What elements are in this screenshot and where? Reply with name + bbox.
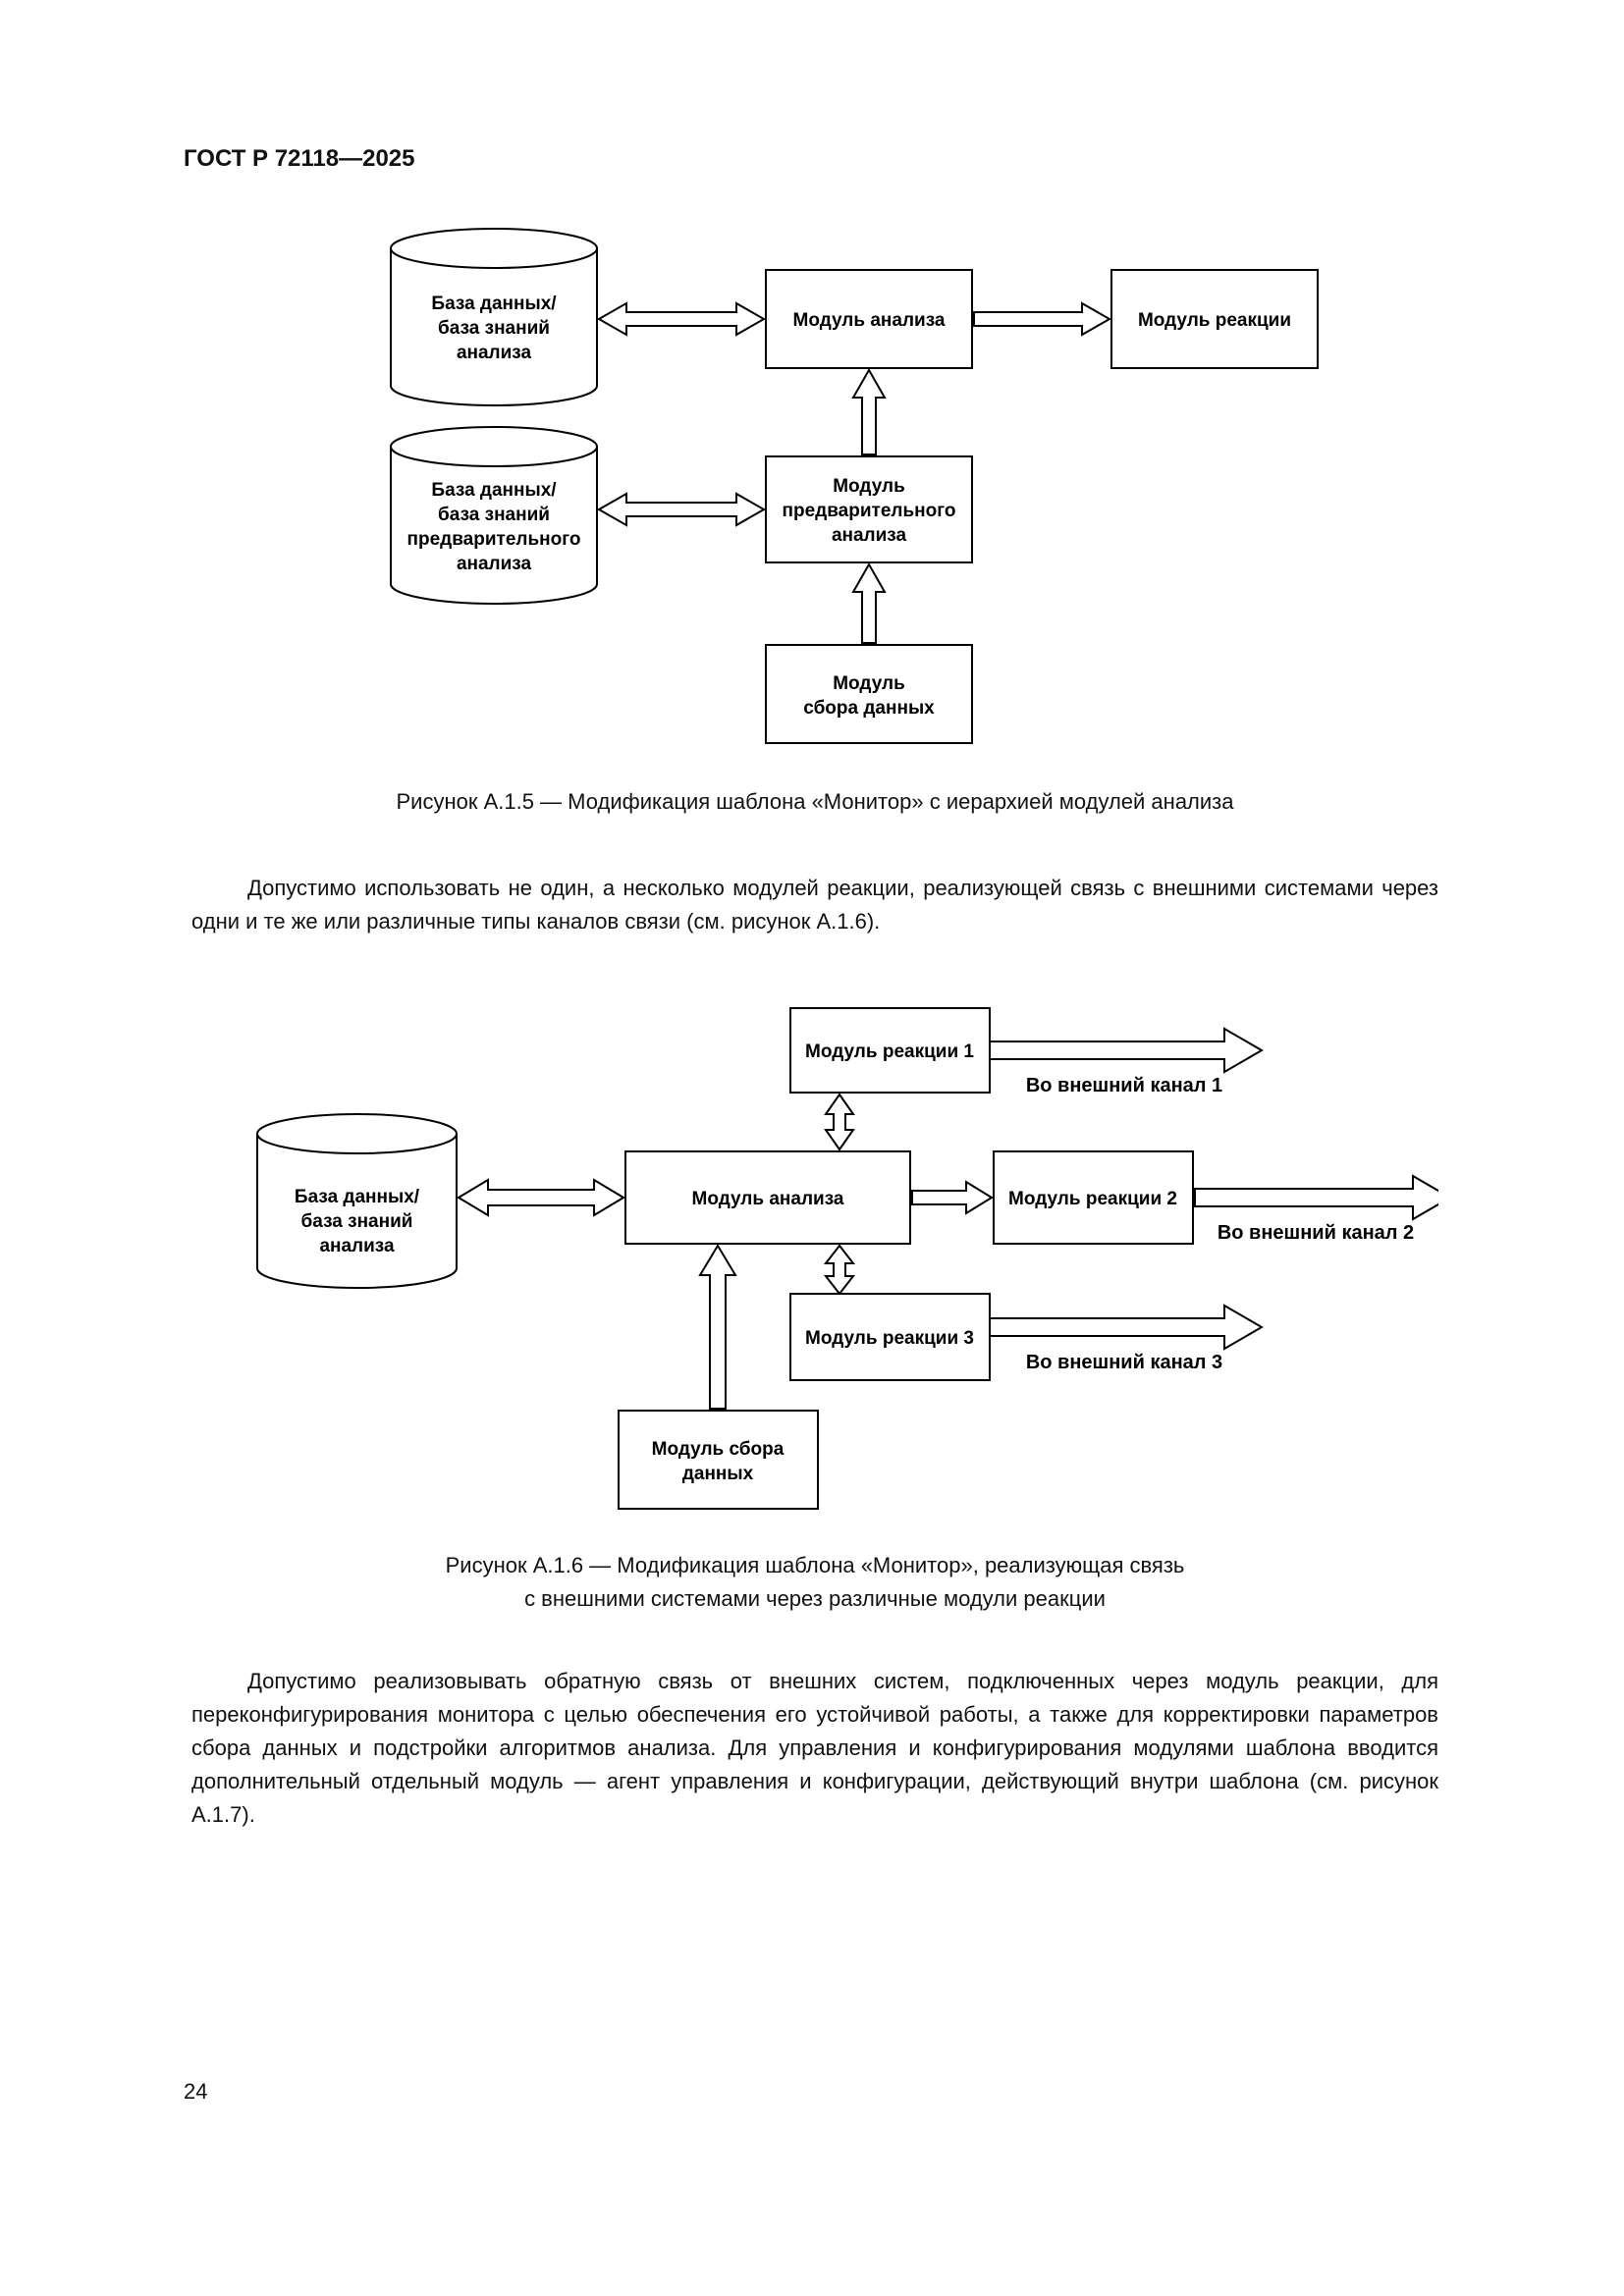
analysis-db-cylinder — [391, 229, 597, 405]
reaction2-module-box — [994, 1151, 1193, 1244]
external-channel2-arrow — [1195, 1176, 1438, 1219]
analysis-db-label-line: анализа — [319, 1236, 395, 1256]
reaction-module-label: Модуль реакции — [1137, 310, 1292, 331]
preanalysis-db-label-line: анализа — [456, 554, 532, 574]
analysis-db-label-line: база знаний — [300, 1211, 413, 1232]
data-collection-module-label-line: Модуль сбора — [651, 1439, 785, 1460]
figure-a16-caption — [191, 1549, 1438, 1616]
analysis-module-box — [625, 1151, 910, 1244]
analysis-to-reaction-arrow — [974, 303, 1110, 335]
body-paragraph-1: Допустимо использовать не один, а несколько модулей реакции, реализующей связь с внешними системами через одни и те же или различные типы каналов связи (см. рисунок А.1.6). — [191, 876, 1438, 934]
data-collection-module-box — [766, 645, 972, 743]
db-analysis-link-arrow — [599, 303, 764, 335]
preanalysis-db-link-arrow — [599, 494, 764, 525]
reaction3-module-box — [790, 1294, 990, 1380]
preanalysis-module-label-line: предварительного — [782, 501, 956, 521]
external-channel1-label: Во внешний канал 1 — [1025, 1075, 1223, 1096]
collection-to-analysis-arrow — [700, 1246, 735, 1409]
reaction3-module-label: Модуль реакции 3 — [805, 1328, 974, 1349]
preanalysis-module-label-line: Модуль — [833, 476, 905, 497]
external-channel1-arrow — [990, 1029, 1262, 1072]
analysis-db-label-line: анализа — [456, 343, 532, 363]
data-collection-module-label-line: сбора данных — [803, 698, 935, 719]
analysis-module-label: Модуль анализа — [792, 310, 946, 331]
document-header: ГОСТ Р 72118—2025 — [184, 145, 415, 172]
analysis-reaction1-arrow — [826, 1095, 853, 1149]
preanalysis-db-label-line: предварительного — [406, 529, 581, 550]
data-collection-module-label-line: данных — [681, 1464, 754, 1484]
preanalysis-db-label-line: база знаний — [438, 505, 550, 525]
external-channel3-arrow — [990, 1306, 1262, 1349]
figure-a16-caption-line2: с внешними системами через различные модули реакции — [524, 1586, 1106, 1611]
preanalysis-module-label-line: анализа — [831, 525, 907, 546]
reaction1-module-label: Модуль реакции 1 — [805, 1041, 974, 1062]
collection-to-preanalysis-arrow — [853, 564, 885, 643]
analysis-module-box — [766, 270, 972, 368]
analysis-db-label-line: база знаний — [438, 318, 550, 339]
data-collection-module-label-line: Модуль — [833, 673, 905, 694]
preanalysis-db-label-line: База данных/ — [431, 480, 557, 501]
reaction1-module-box — [790, 1008, 990, 1093]
analysis-db-cylinder — [257, 1114, 457, 1288]
preanalysis-module-box — [766, 456, 972, 562]
analysis-db-label-line: База данных/ — [294, 1187, 420, 1207]
analysis-reaction3-arrow — [826, 1246, 853, 1294]
figure-a16-caption-line1: Рисунок А.1.6 — Модификация шаблона «Монитор», реализующая связь — [445, 1553, 1185, 1577]
figure-a16-diagram — [191, 982, 1438, 1541]
reaction2-module-label: Модуль реакции 2 — [1008, 1189, 1177, 1209]
external-channel2-label: Во внешний канал 2 — [1217, 1222, 1415, 1244]
page-number: 24 — [184, 2079, 208, 2104]
data-collection-module-box — [619, 1411, 818, 1509]
analysis-to-reaction2-arrow — [912, 1182, 992, 1213]
preanalysis-db-cylinder — [391, 427, 597, 604]
external-channel3-label: Во внешний канал 3 — [1025, 1352, 1223, 1373]
preanalysis-to-analysis-arrow — [853, 370, 885, 454]
figure-a15-diagram — [191, 206, 1438, 766]
figure-a15-caption: Рисунок А.1.5 — Модификация шаблона «Монитор» с иерархией модулей анализа — [396, 789, 1234, 814]
analysis-module-label: Модуль анализа — [691, 1189, 844, 1209]
analysis-db-label-line: База данных/ — [431, 294, 557, 314]
body-paragraph-2: Допустимо реализовывать обратную связь от внешних систем, подключенных через модуль реакции, для переконфигурирования монитора с целью обеспечения его устойчивой работы, а также для корректировки параметров сбора данных и подстройки алгоритмов анализа. Для управления и конфигурирования модулями шаблона вводится дополнительный отдельный модуль — агент управления и конфигурации, действующий внутри шаблона (см. рисунок А.1.7). — [191, 1669, 1438, 1827]
db-analysis-link-arrow — [459, 1180, 623, 1215]
reaction-module-box — [1111, 270, 1318, 368]
